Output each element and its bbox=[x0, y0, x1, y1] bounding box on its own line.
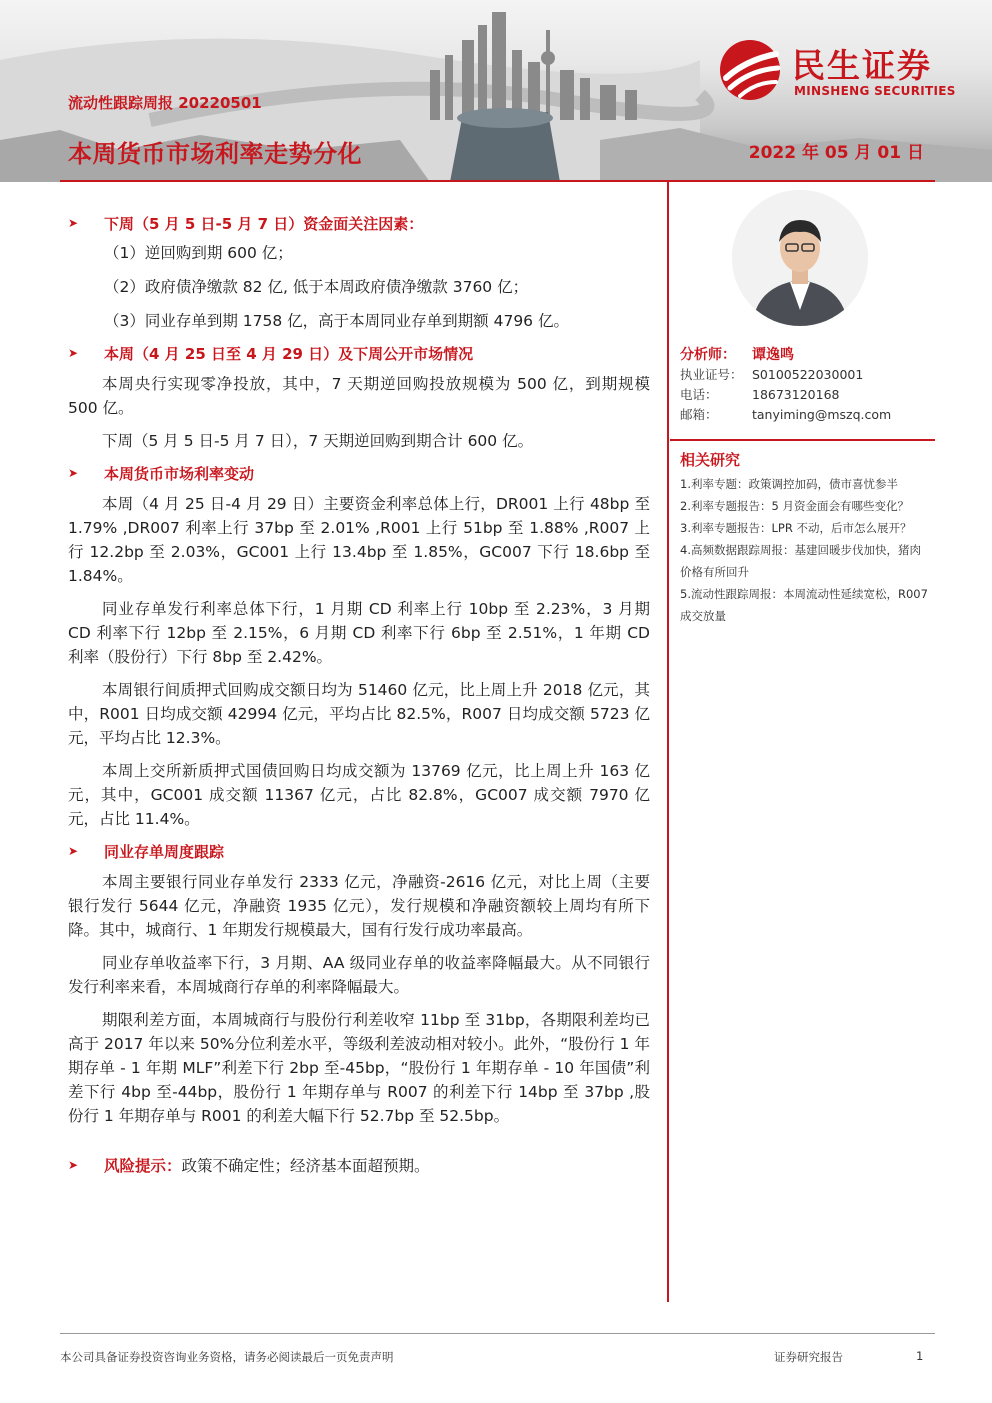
logo-emblem-icon bbox=[718, 38, 788, 102]
paragraph: 下周（5 月 5 日-5 月 7 日），7 天期逆回购到期合计 600 亿。 bbox=[102, 432, 534, 450]
report-date: 2022 年 05 月 01 日 bbox=[748, 143, 924, 163]
paragraph: 本周（4 月 25 日-4 月 29 日）主要资金利率总体上行，DR001 上行 48bp 至 1.79% ,DR007 利率上行 37bp 至 2.01% ,R001 上行 51bp 至 1.88% ,R007 上行 12.2bp 至 2.03%，GC001 上行 13.4bp 至 1.85%，GC007 下行 18.6bp 至 1.84%。 bbox=[68, 495, 650, 585]
risk-warning bbox=[68, 1154, 650, 1176]
minsheng-logo bbox=[718, 36, 968, 106]
arrow-bullet-icon: ➤ bbox=[68, 844, 79, 858]
analyst-email[interactable]: tanyiming@mszq.com bbox=[752, 407, 892, 422]
risk-label: 风险提示： bbox=[104, 1157, 182, 1175]
analyst-phone: 18673120168 bbox=[752, 387, 840, 402]
paragraph: 本周银行间质押式回购成交额日均为 51460 亿元，比上周上升 2018 亿元，其中，R001 日均成交额 42994 亿元，平均占比 82.5%，R007 日均成交额 5723 亿元，平均占比 12.3%。 bbox=[68, 681, 650, 747]
footer-report-type: 证券研究报告 bbox=[774, 1350, 843, 1364]
footer-disclaimer: 本公司具备证券投资咨询业务资格，请务必阅读最后一页免责声明 bbox=[60, 1350, 394, 1364]
analyst-phone-row: 电话： 18673120168 bbox=[680, 387, 840, 402]
paragraph: 本周主要银行同业存单发行 2333 亿元，净融资-2616 亿元，对比上周（主要银行发行 5644 亿元，净融资 1935 亿元），发行规模和净融资额较上周均有所下降。其中，城商行、1 年期发行规模最大，国有行发行成功率最高。 bbox=[68, 873, 650, 939]
sidebar-rule bbox=[670, 439, 935, 441]
report-title: 本周货币市场利率走势分化 bbox=[68, 140, 362, 168]
logo-english-text: MINSHENG SECURITIES bbox=[794, 84, 956, 98]
analyst-name: 谭逸鸣 bbox=[752, 347, 794, 363]
related-research-item[interactable]: 3.利率专题报告：LPR 不动，后市怎么展开？ bbox=[680, 521, 912, 535]
related-research-item[interactable]: 2.利率专题报告：5 月资金面会有哪些变化？ bbox=[680, 499, 909, 513]
paragraph: 本周上交所新质押式国债回购日均成交额为 13769 亿元，比上周上升 163 亿元，其中，GC001 成交额 11367 亿元，占比 82.8%，GC007 成交额 7970 亿元，占比 11.4%。 bbox=[68, 762, 650, 828]
footer-rule bbox=[60, 1333, 935, 1334]
list-item: （1）逆回购到期 600 亿； bbox=[104, 244, 293, 262]
analyst-email-row: 邮箱： tanyiming@mszq.com bbox=[680, 407, 892, 422]
analyst-portrait-icon bbox=[732, 190, 868, 326]
section-heading bbox=[68, 212, 650, 234]
section-heading bbox=[68, 342, 650, 364]
paragraph: 期限利差方面，本周城商行与股份行利差收窄 11bp 至 31bp，各期限利差均已高于 2017 年以来 50%分位利差水平，等级利差波动相对较小。此外，“股份行 1 年期存单 - 1 年期 MLF”利差下行 2bp 至-45bp，“股份行 1 年期存单 - 10 年国债”利差下行 4bp 至-44bp，股份行 1 年期存单与 R007 的利差下行 14bp 至 37bp ,股份行 1 年期存单与 R001 的利差大幅下行 52.7bp 至 52.5bp。 bbox=[68, 1011, 650, 1125]
related-research-item[interactable]: 1.利率专题：政策调控加码，债市喜忧参半 bbox=[680, 477, 898, 491]
related-research-item[interactable]: 4.高频数据跟踪周报：基建回暖步伐加快，猪肉价格有所回升 bbox=[680, 543, 921, 579]
section-heading-text: 本周货币市场利率变动 bbox=[104, 464, 255, 483]
logo-chinese-text: 民生证券 bbox=[792, 46, 932, 85]
page-number: 1 bbox=[916, 1349, 924, 1363]
section-heading-text: 下周（5 月 5 日-5 月 7 日）资金面关注因素： bbox=[104, 214, 424, 233]
section-heading bbox=[68, 462, 650, 484]
list-item: （2）政府债净缴款 82 亿, 低于本周政府债净缴款 3760 亿； bbox=[104, 278, 529, 296]
related-research-list bbox=[680, 473, 932, 627]
paragraph: 同业存单发行利率总体下行，1 月期 CD 利率上行 10bp 至 2.23%，3 月期 CD 利率下行 12bp 至 2.15%，6 月期 CD 利率下行 6bp 至 2.51%，1 年期 CD 利率（股份行）下行 8bp 至 2.42%。 bbox=[68, 600, 650, 666]
arrow-bullet-icon: ➤ bbox=[68, 1158, 79, 1172]
analyst-photo bbox=[732, 190, 868, 326]
list-item: （3）同业存单到期 1758 亿，高于本周同业存单到期额 4796 亿。 bbox=[104, 312, 569, 330]
paragraph: 同业存单收益率下行，3 月期、AA 级同业存单的收益率降幅最大。从不同银行发行利率来看，本周城商行存单的利率降幅最大。 bbox=[68, 954, 650, 996]
risk-text: 政策不确定性；经济基本面超预期。 bbox=[181, 1157, 430, 1175]
section-heading bbox=[68, 840, 650, 862]
section-heading-text: 同业存单周度跟踪 bbox=[104, 842, 225, 861]
main-content bbox=[68, 212, 650, 1176]
related-research-item[interactable]: 5.流动性跟踪周报：本周流动性延续宽松，R007 成交放量 bbox=[680, 587, 928, 623]
analyst-name-row: 分析师： 谭逸鸣 bbox=[680, 347, 794, 363]
analyst-cert-row: 执业证号： S0100522030001 bbox=[680, 367, 864, 382]
arrow-bullet-icon: ➤ bbox=[68, 216, 79, 230]
related-research-title: 相关研究 bbox=[680, 451, 741, 469]
arrow-bullet-icon: ➤ bbox=[68, 346, 79, 360]
section-heading-text: 本周（4 月 25 日至 4 月 29 日）及下周公开市场情况 bbox=[104, 344, 474, 363]
paragraph: 本周央行实现零净投放，其中，7 天期逆回购投放规模为 500 亿，到期规模 500 亿。 bbox=[68, 375, 650, 417]
header-rule bbox=[60, 180, 935, 182]
analyst-cert: S0100522030001 bbox=[752, 367, 864, 382]
series-title: 流动性跟踪周报 20220501 bbox=[68, 94, 262, 112]
arrow-bullet-icon: ➤ bbox=[68, 466, 79, 480]
column-divider bbox=[667, 182, 669, 1302]
